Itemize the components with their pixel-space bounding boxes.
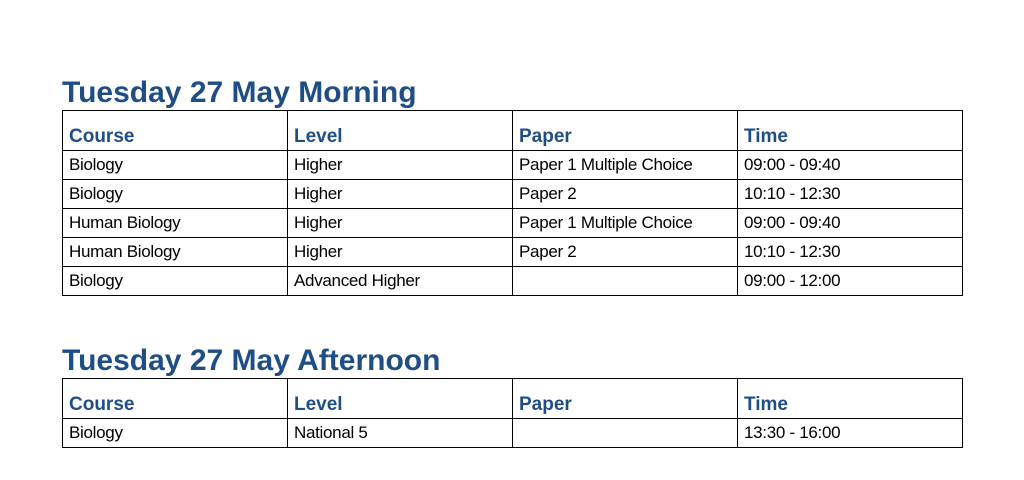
session-title: Tuesday 27 May Morning — [62, 76, 417, 109]
table-row — [63, 238, 963, 267]
time-cell: 13:30 - 16:00 — [738, 419, 963, 448]
session-title: Tuesday 27 May Afternoon — [62, 344, 441, 377]
table-row — [63, 209, 963, 238]
exam-table — [62, 378, 963, 448]
column-header-course: Course — [63, 379, 288, 419]
exam-table — [62, 110, 963, 296]
course-cell: Biology — [63, 419, 288, 448]
time-cell: 09:00 - 09:40 — [738, 209, 963, 238]
paper-cell: Paper 2 — [513, 180, 738, 209]
course-cell: Human Biology — [63, 238, 288, 267]
course-cell: Biology — [63, 267, 288, 296]
level-cell: Higher — [288, 209, 513, 238]
level-cell: Higher — [288, 180, 513, 209]
paper-cell — [513, 267, 738, 296]
header-row — [63, 111, 963, 151]
table-row — [63, 267, 963, 296]
paper-cell — [513, 419, 738, 448]
paper-cell: Paper 1 Multiple Choice — [513, 209, 738, 238]
time-cell: 10:10 - 12:30 — [738, 180, 963, 209]
column-header-level: Level — [288, 111, 513, 151]
level-cell: Higher — [288, 151, 513, 180]
time-cell: 09:00 - 12:00 — [738, 267, 963, 296]
level-cell: National 5 — [288, 419, 513, 448]
afternoon-session — [62, 344, 962, 448]
morning-session — [62, 76, 962, 296]
course-cell: Human Biology — [63, 209, 288, 238]
time-cell: 10:10 - 12:30 — [738, 238, 963, 267]
column-header-course: Course — [63, 111, 288, 151]
level-cell: Advanced Higher — [288, 267, 513, 296]
table-row — [63, 180, 963, 209]
column-header-time: Time — [738, 111, 963, 151]
course-cell: Biology — [63, 180, 288, 209]
paper-cell: Paper 2 — [513, 238, 738, 267]
column-header-paper: Paper — [513, 379, 738, 419]
table-row — [63, 419, 963, 448]
paper-cell: Paper 1 Multiple Choice — [513, 151, 738, 180]
course-cell: Biology — [63, 151, 288, 180]
header-row — [63, 379, 963, 419]
column-header-time: Time — [738, 379, 963, 419]
column-header-level: Level — [288, 379, 513, 419]
table-row — [63, 151, 963, 180]
column-header-paper: Paper — [513, 111, 738, 151]
time-cell: 09:00 - 09:40 — [738, 151, 963, 180]
level-cell: Higher — [288, 238, 513, 267]
